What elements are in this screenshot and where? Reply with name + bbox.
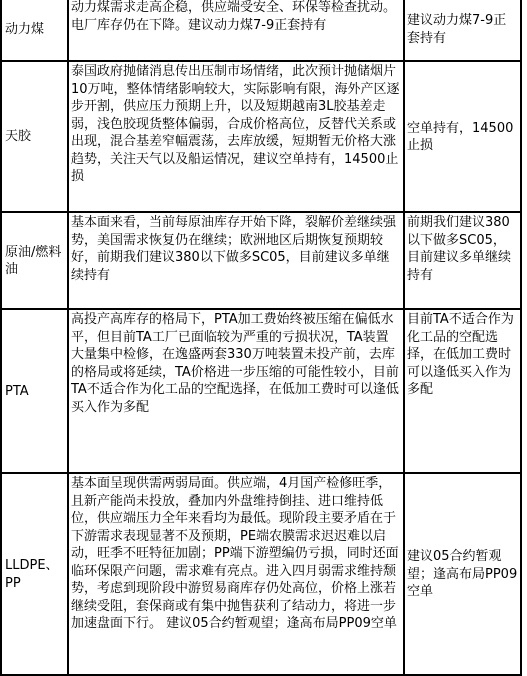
table-row [1,473,521,675]
analysis-cell: 基本面来看，当前每原油库存开始下降，裂解价差继续强势，美国需求恢复仍在继续；欧洲地区后期恢复预期较好，前期我们建议380以下做多SC05，目前建议多单继续持有 [68,212,404,309]
analysis-cell: 泰国政府抛储消息传出压制市场情绪，此次预计抛储烟片10万吨，整体情绪影响较大，实际影响有限，海外产区逐步开割，供应压力预期上升，以及短期越南3L胶基差走弱，浅色胶现货整体偏弱，合成价格高位，反替代关系或出现，混合基差窄幅震荡，去库放缓，短期暂无价格大涨趋势，关注天气以及船运情况，建议空单持有，14500止损 [68,61,404,212]
commodity-name: LLDPE、PP [1,473,68,675]
advice-cell: 前期我们建议380以下做多SC05，目前建议多单继续持有 [404,212,521,309]
commodity-name: PTA [1,309,68,473]
analysis-cell: 高投产高库存的格局下，PTA加工费始终被压缩在偏低水平，但目前TA工厂已面临较为严重的亏损状况，TA装置大量集中检修，在逸盛两套330万吨装置未投产前，去库的格局或将延续，TA价格进一步压缩的可能性较小，目前TA不适合作为化工品的空配选择，在低加工费时可以逢低买入作为多配 [68,309,404,473]
advice-cell: 空单持有，14500止损 [404,61,521,212]
table-row [1,0,521,61]
advice-cell: 建议动力煤7-9正套持有 [404,0,521,61]
advice-cell: 建议05合约暂观望；逢高布局PP09空单 [404,473,521,675]
commodity-name: 天胶 [1,61,68,212]
analysis-cell: 基本面呈现供需两弱局面。供应端，4月国产检修旺季，且新产能尚未投放，叠加内外盘维持倒挂、进口维持低位，供应端压力全年来看均为最低。现阶段主要矛盾在于下游需求表现显著不及预期，PE端农膜需求迟迟难以启动，旺季不旺特征加剧；PP端下游塑编仍亏损，同时还面临环保限产问题，需求难有亮点。进入四月弱需求维持颓势，考虑到现阶段中游贸易商库存仍处高位，价格上涨若继续受阻，套保商或有集中抛售获利了结动力，将进一步加速盘面下行。 建议05合约暂观望；逢高布局PP09空单 [68,473,404,675]
table-row [1,61,521,212]
commodity-name: 原油/燃料油 [1,212,68,309]
advice-cell: 目前TA不适合作为化工品的空配选择，在低加工费时可以逢低买入作为多配 [404,309,521,473]
commodity-name: 动力煤 [1,0,68,61]
analysis-cell: 动力煤需求走高企稳，供应端受安全、环保等检查扰动。电厂库存仍在下降。建议动力煤7-9正套持有 [68,0,404,61]
table-row [1,212,521,309]
table-row [1,309,521,473]
